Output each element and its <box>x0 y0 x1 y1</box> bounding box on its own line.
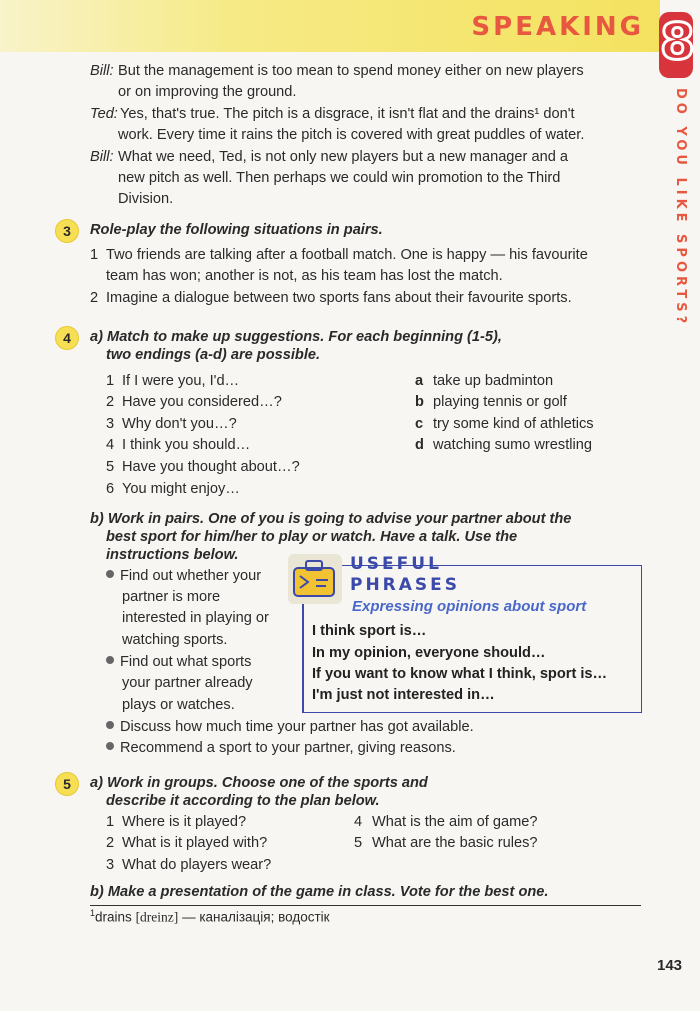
bullet-icon <box>106 742 114 750</box>
list-number: 4 <box>354 814 363 830</box>
bullet-item-cont: partner is more <box>122 589 221 605</box>
list-item: team has won; another is not, as his team has lost the match. <box>106 268 503 284</box>
list-number: 1 <box>90 247 99 263</box>
exercise-4a-instruction: a) Match to make up suggestions. For each beginning (1-5), <box>90 329 502 345</box>
exercise-3-badge: 3 <box>55 219 79 243</box>
plan-item: What is it played with? <box>122 835 268 851</box>
page-number: 143 <box>657 957 683 974</box>
bullet-item: Recommend a sport to your partner, giving reasons. <box>106 738 456 759</box>
list-number: 6 <box>106 481 115 497</box>
ending-letter: b <box>415 394 424 410</box>
useful-phrases-border <box>302 600 304 713</box>
exercise-4-badge: 4 <box>55 326 79 350</box>
useful-phrases-title: USEFUL PHRASES <box>350 554 461 595</box>
list-number: 4 <box>106 437 115 453</box>
plan-item: What are the basic rules? <box>372 835 538 851</box>
dialogue-line: Yes, that's true. The pitch is a disgrace, it isn't flat and the drains¹ don't <box>120 106 575 122</box>
suggestion-beginning: Have you thought about…? <box>122 459 300 475</box>
list-number: 3 <box>106 416 115 432</box>
ending-letter: a <box>415 373 424 389</box>
suggestion-beginning: If I were you, I'd… <box>122 373 240 389</box>
bullet-item-cont: interested in playing or <box>122 610 269 626</box>
bullet-icon <box>106 721 114 729</box>
bullet-item-cont: plays or watches. <box>122 697 235 713</box>
unit-side-label: DO YOU LIKE SPORTS? <box>673 88 688 328</box>
dialogue-line: work. Every time it rains the pitch is covered with great puddles of water. <box>118 127 585 143</box>
useful-phrases-subtitle: Expressing opinions about sport <box>352 598 587 615</box>
ending-letter: d <box>415 437 424 453</box>
list-item: Two friends are talking after a football match. One is happy — his favourite <box>106 247 588 263</box>
footnote-rule <box>90 905 641 906</box>
suggestion-ending: try some kind of athletics <box>433 416 594 432</box>
suggestion-beginning: You might enjoy… <box>122 481 240 497</box>
bullet-item-cont: watching sports. <box>122 632 228 648</box>
plan-item: Where is it played? <box>122 814 247 830</box>
bullet-item: Discuss how much time your partner has got available. <box>106 717 474 738</box>
suggestion-ending: watching sumo wrestling <box>433 437 592 453</box>
list-number: 2 <box>90 290 99 306</box>
bullet-icon <box>106 656 114 664</box>
bullet-icon <box>106 570 114 578</box>
phrase: In my opinion, everyone should… <box>312 645 546 661</box>
suggestion-beginning: Have you considered…? <box>122 394 282 410</box>
dialogue-line: new pitch as well. Then perhaps we could win promotion to the Third <box>118 170 561 186</box>
speaker-ted: Ted: <box>90 106 118 122</box>
list-number: 5 <box>354 835 363 851</box>
exercise-5b-instruction: b) Make a presentation of the game in class. Vote for the best one. <box>90 884 549 900</box>
list-number: 5 <box>106 459 115 475</box>
exercise-4b-instruction: instructions below. <box>106 547 239 563</box>
bullet-item-cont: your partner already <box>122 675 253 691</box>
phrase: I'm just not interested in… <box>312 687 495 703</box>
plan-item: What is the aim of game? <box>372 814 538 830</box>
exercise-5a-instruction: a) Work in groups. Choose one of the sports and <box>90 775 428 791</box>
suitcase-icon <box>288 554 342 604</box>
exercise-4b-instruction: b) Work in pairs. One of you is going to advise your partner about the <box>90 511 572 527</box>
speaker-bill-2: Bill: <box>90 149 114 165</box>
list-number: 2 <box>106 394 115 410</box>
list-number: 1 <box>106 814 115 830</box>
dialogue-line: But the management is too mean to spend money either on new players <box>118 63 584 79</box>
speaker-bill-1: Bill: <box>90 63 114 79</box>
dialogue-line: What we need, Ted, is not only new players but a new manager and a <box>118 149 568 165</box>
exercise-3-instruction: Role-play the following situations in pairs. <box>90 222 383 238</box>
suggestion-beginning: I think you should… <box>122 437 251 453</box>
section-title: SPEAKING <box>471 12 644 42</box>
phrase: If you want to know what I think, sport is… <box>312 666 608 682</box>
ending-letter: c <box>415 416 424 432</box>
suggestion-ending: take up badminton <box>433 373 554 389</box>
list-number: 3 <box>106 857 115 873</box>
suggestion-beginning: Why don't you…? <box>122 416 237 432</box>
list-item: Imagine a dialogue between two sports fans about their favourite sports. <box>106 290 572 306</box>
exercise-5a-instruction: describe it according to the plan below. <box>106 793 380 809</box>
exercise-4a-instruction: two endings (a-d) are possible. <box>106 347 321 363</box>
phrase: I think sport is… <box>312 623 427 639</box>
list-number: 2 <box>106 835 115 851</box>
bullet-item: Find out whether your <box>106 566 261 587</box>
plan-item: What do players wear? <box>122 857 272 873</box>
list-number: 1 <box>106 373 115 389</box>
dialogue-line: Division. <box>118 191 174 207</box>
exercise-4b-instruction: best sport for him/her to play or watch. Have a talk. Use the <box>106 529 518 545</box>
footnote: $^1$drains [dreinz] — каналізація; водостік <box>90 908 330 925</box>
unit-number: 8 <box>660 13 695 71</box>
dialogue-line: or on improving the ground. <box>118 84 297 100</box>
bullet-item: Find out what sports <box>106 652 251 673</box>
suggestion-ending: playing tennis or golf <box>433 394 567 410</box>
exercise-5-badge: 5 <box>55 772 79 796</box>
